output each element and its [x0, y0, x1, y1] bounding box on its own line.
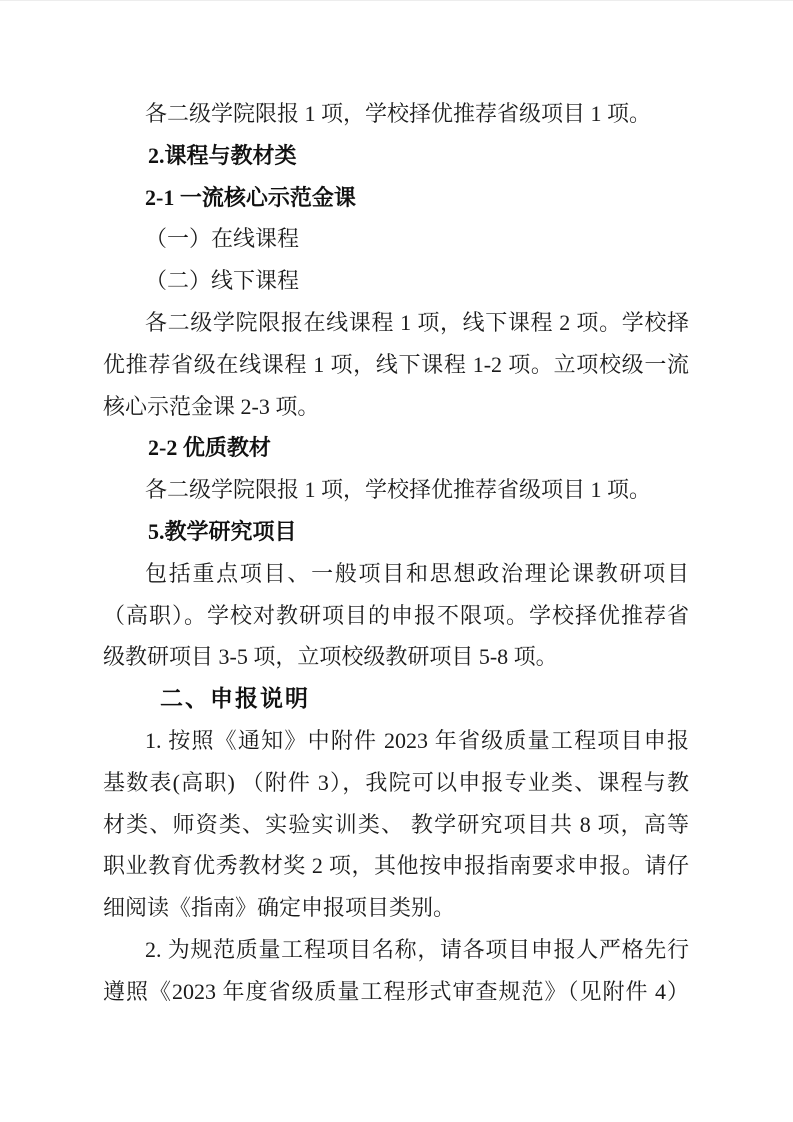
list-item-online-course: （一）在线课程 — [145, 226, 300, 252]
document-content — [103, 93, 689, 1013]
paragraph-line: 优推荐省级在线课程 1 项，线下课程 1-2 项。立项校级一流 — [103, 351, 689, 377]
paragraph-line: 各二级学院限报在线课程 1 项，线下课程 2 项。学校择 — [145, 309, 689, 335]
paragraph-line: 职业教育优秀教材奖 2 项，其他按申报指南要求申报。请仔 — [103, 853, 689, 879]
paragraph-line: 材类、师资类、实验实训类、 教学研究项目共 8 项，高等 — [103, 811, 689, 837]
paragraph-line: 细阅读《指南》确定申报项目类别。 — [103, 895, 456, 921]
section-heading-2: 2.课程与教材类 — [148, 142, 297, 168]
paragraph-line: 基数表(高职) （附件 3），我院可以申报专业类、课程与教 — [103, 769, 689, 795]
paragraph-line: 核心示范金课 2-3 项。 — [103, 393, 320, 419]
section-heading-2-1: 2-1 一流核心示范金课 — [145, 184, 356, 210]
paragraph-line: 2. 为规范质量工程项目名称，请各项目申报人严格先行 — [145, 936, 689, 962]
section-heading-shenbao-shuoming: 二、申报说明 — [160, 685, 310, 712]
paragraph-line: 包括重点项目、一般项目和思想政治理论课教研项目 — [145, 560, 689, 586]
paragraph-line: 各二级学院限报 1 项，学校择优推荐省级项目 1 项。 — [145, 101, 652, 126]
paragraph-line: 遵照《2023 年度省级质量工程形式审查规范》（见附件 4） — [103, 978, 689, 1004]
paragraph-line: 1. 按照《通知》中附件 2023 年省级质量工程项目申报 — [145, 727, 689, 753]
paragraph-line: 级教研项目 3-5 项，立项校级教研项目 5-8 项。 — [103, 644, 558, 670]
paragraph-line: 各二级学院限报 1 项，学校择优推荐省级项目 1 项。 — [145, 477, 652, 503]
section-heading-2-2: 2-2 优质教材 — [148, 435, 271, 461]
section-heading-5: 5.教学研究项目 — [148, 518, 297, 544]
list-item-offline-course: （二）线下课程 — [145, 268, 300, 294]
paragraph-line: （高职）。学校对教研项目的申报不限项。学校择优推荐省 — [103, 602, 689, 628]
